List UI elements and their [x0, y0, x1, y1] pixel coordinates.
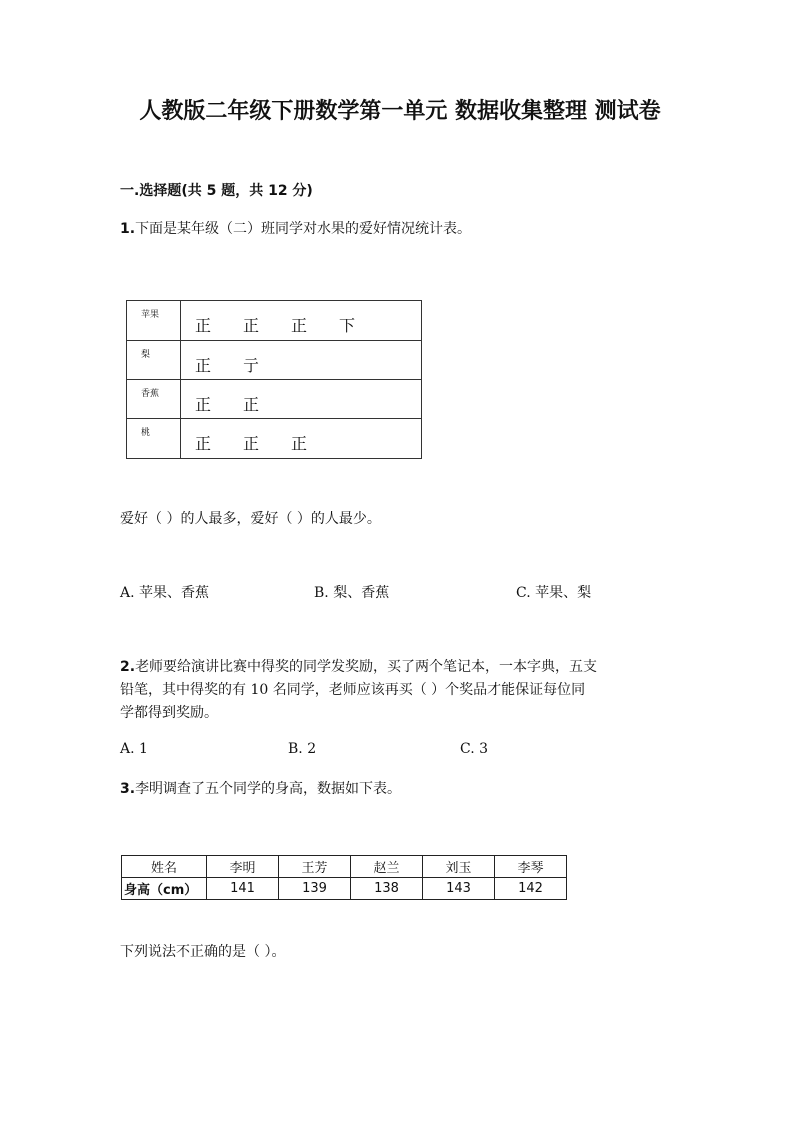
question-line: 铅笔，其中得奖的有 10 名同学，老师应该再买（ ）个奖品才能保证每位同	[120, 682, 586, 698]
question-3	[120, 778, 401, 801]
page-title: 人教版二年级下册数学第一单元 数据收集整理 测试卷	[139, 99, 661, 124]
table-row	[127, 379, 421, 419]
table-row	[127, 418, 421, 458]
tally-mark: 正	[195, 434, 212, 453]
table-row	[127, 340, 421, 380]
tally-mark: 正	[195, 395, 212, 414]
option-a[interactable]: A. 苹果、香蕉	[120, 585, 210, 601]
question-2	[120, 656, 690, 725]
option-a[interactable]: A. 1	[120, 741, 148, 757]
question-1-blank: 爱好（ ）的人最多，爱好（ ）的人最少。	[120, 511, 381, 527]
header-cell: 李琴	[495, 856, 567, 878]
question-number: 2.	[120, 659, 136, 675]
table-cell: 142	[495, 878, 567, 900]
table-header-row	[122, 856, 567, 878]
header-cell: 王芳	[279, 856, 351, 878]
table-row	[127, 301, 421, 340]
question-text: 老师要给演讲比赛中得奖的同学发奖励，买了两个笔记本，一本字典，五支	[135, 659, 598, 675]
option-b[interactable]: B. 梨、香蕉	[314, 585, 390, 601]
question-number: 1.	[120, 221, 136, 237]
table-cell: 143	[423, 878, 495, 900]
fruit-name: 香蕉	[141, 389, 160, 399]
table-row	[122, 878, 567, 900]
tally-mark: 正	[291, 434, 308, 453]
question-text: 下面是某年级（二）班同学对水果的爱好情况统计表。	[135, 221, 472, 237]
tally-mark: 正	[291, 316, 308, 335]
row-label: 身高（cm）	[122, 878, 207, 900]
tally-mark: 下	[339, 316, 356, 335]
fruit-tally-table	[126, 300, 422, 459]
table-cell: 139	[279, 878, 351, 900]
header-cell: 李明	[207, 856, 279, 878]
tally-mark: 正	[195, 356, 212, 375]
fruit-name: 梨	[141, 350, 151, 360]
question-line	[120, 656, 690, 679]
option-b[interactable]: B. 2	[288, 741, 317, 757]
question-number: 3.	[120, 781, 136, 797]
section-heading: 一.选择题(共 5 题，共 12 分)	[120, 183, 313, 199]
tally-marks	[195, 313, 387, 336]
tally-mark: 正	[243, 434, 260, 453]
tally-mark: 亍	[243, 356, 260, 375]
tally-mark: 正	[195, 316, 212, 335]
tally-mark: 正	[243, 395, 260, 414]
tally-marks	[195, 431, 339, 454]
table-cell: 138	[351, 878, 423, 900]
header-cell: 姓名	[122, 856, 207, 878]
question-text: 李明调查了五个同学的身高，数据如下表。	[135, 781, 402, 797]
question-line: 学都得到奖励。	[120, 705, 218, 721]
fruit-name: 苹果	[141, 310, 160, 320]
question-3-prompt: 下列说法不正确的是（ ）。	[120, 944, 286, 960]
question-1	[120, 218, 471, 241]
option-c[interactable]: C. 3	[460, 741, 489, 757]
tally-marks	[195, 353, 291, 376]
column-divider	[180, 301, 181, 458]
fruit-name: 桃	[141, 428, 151, 438]
table-cell: 141	[207, 878, 279, 900]
tally-marks	[195, 392, 291, 415]
option-c[interactable]: C. 苹果、梨	[516, 585, 592, 601]
header-cell: 赵兰	[351, 856, 423, 878]
header-cell: 刘玉	[423, 856, 495, 878]
height-table	[121, 855, 567, 900]
tally-mark: 正	[243, 316, 260, 335]
